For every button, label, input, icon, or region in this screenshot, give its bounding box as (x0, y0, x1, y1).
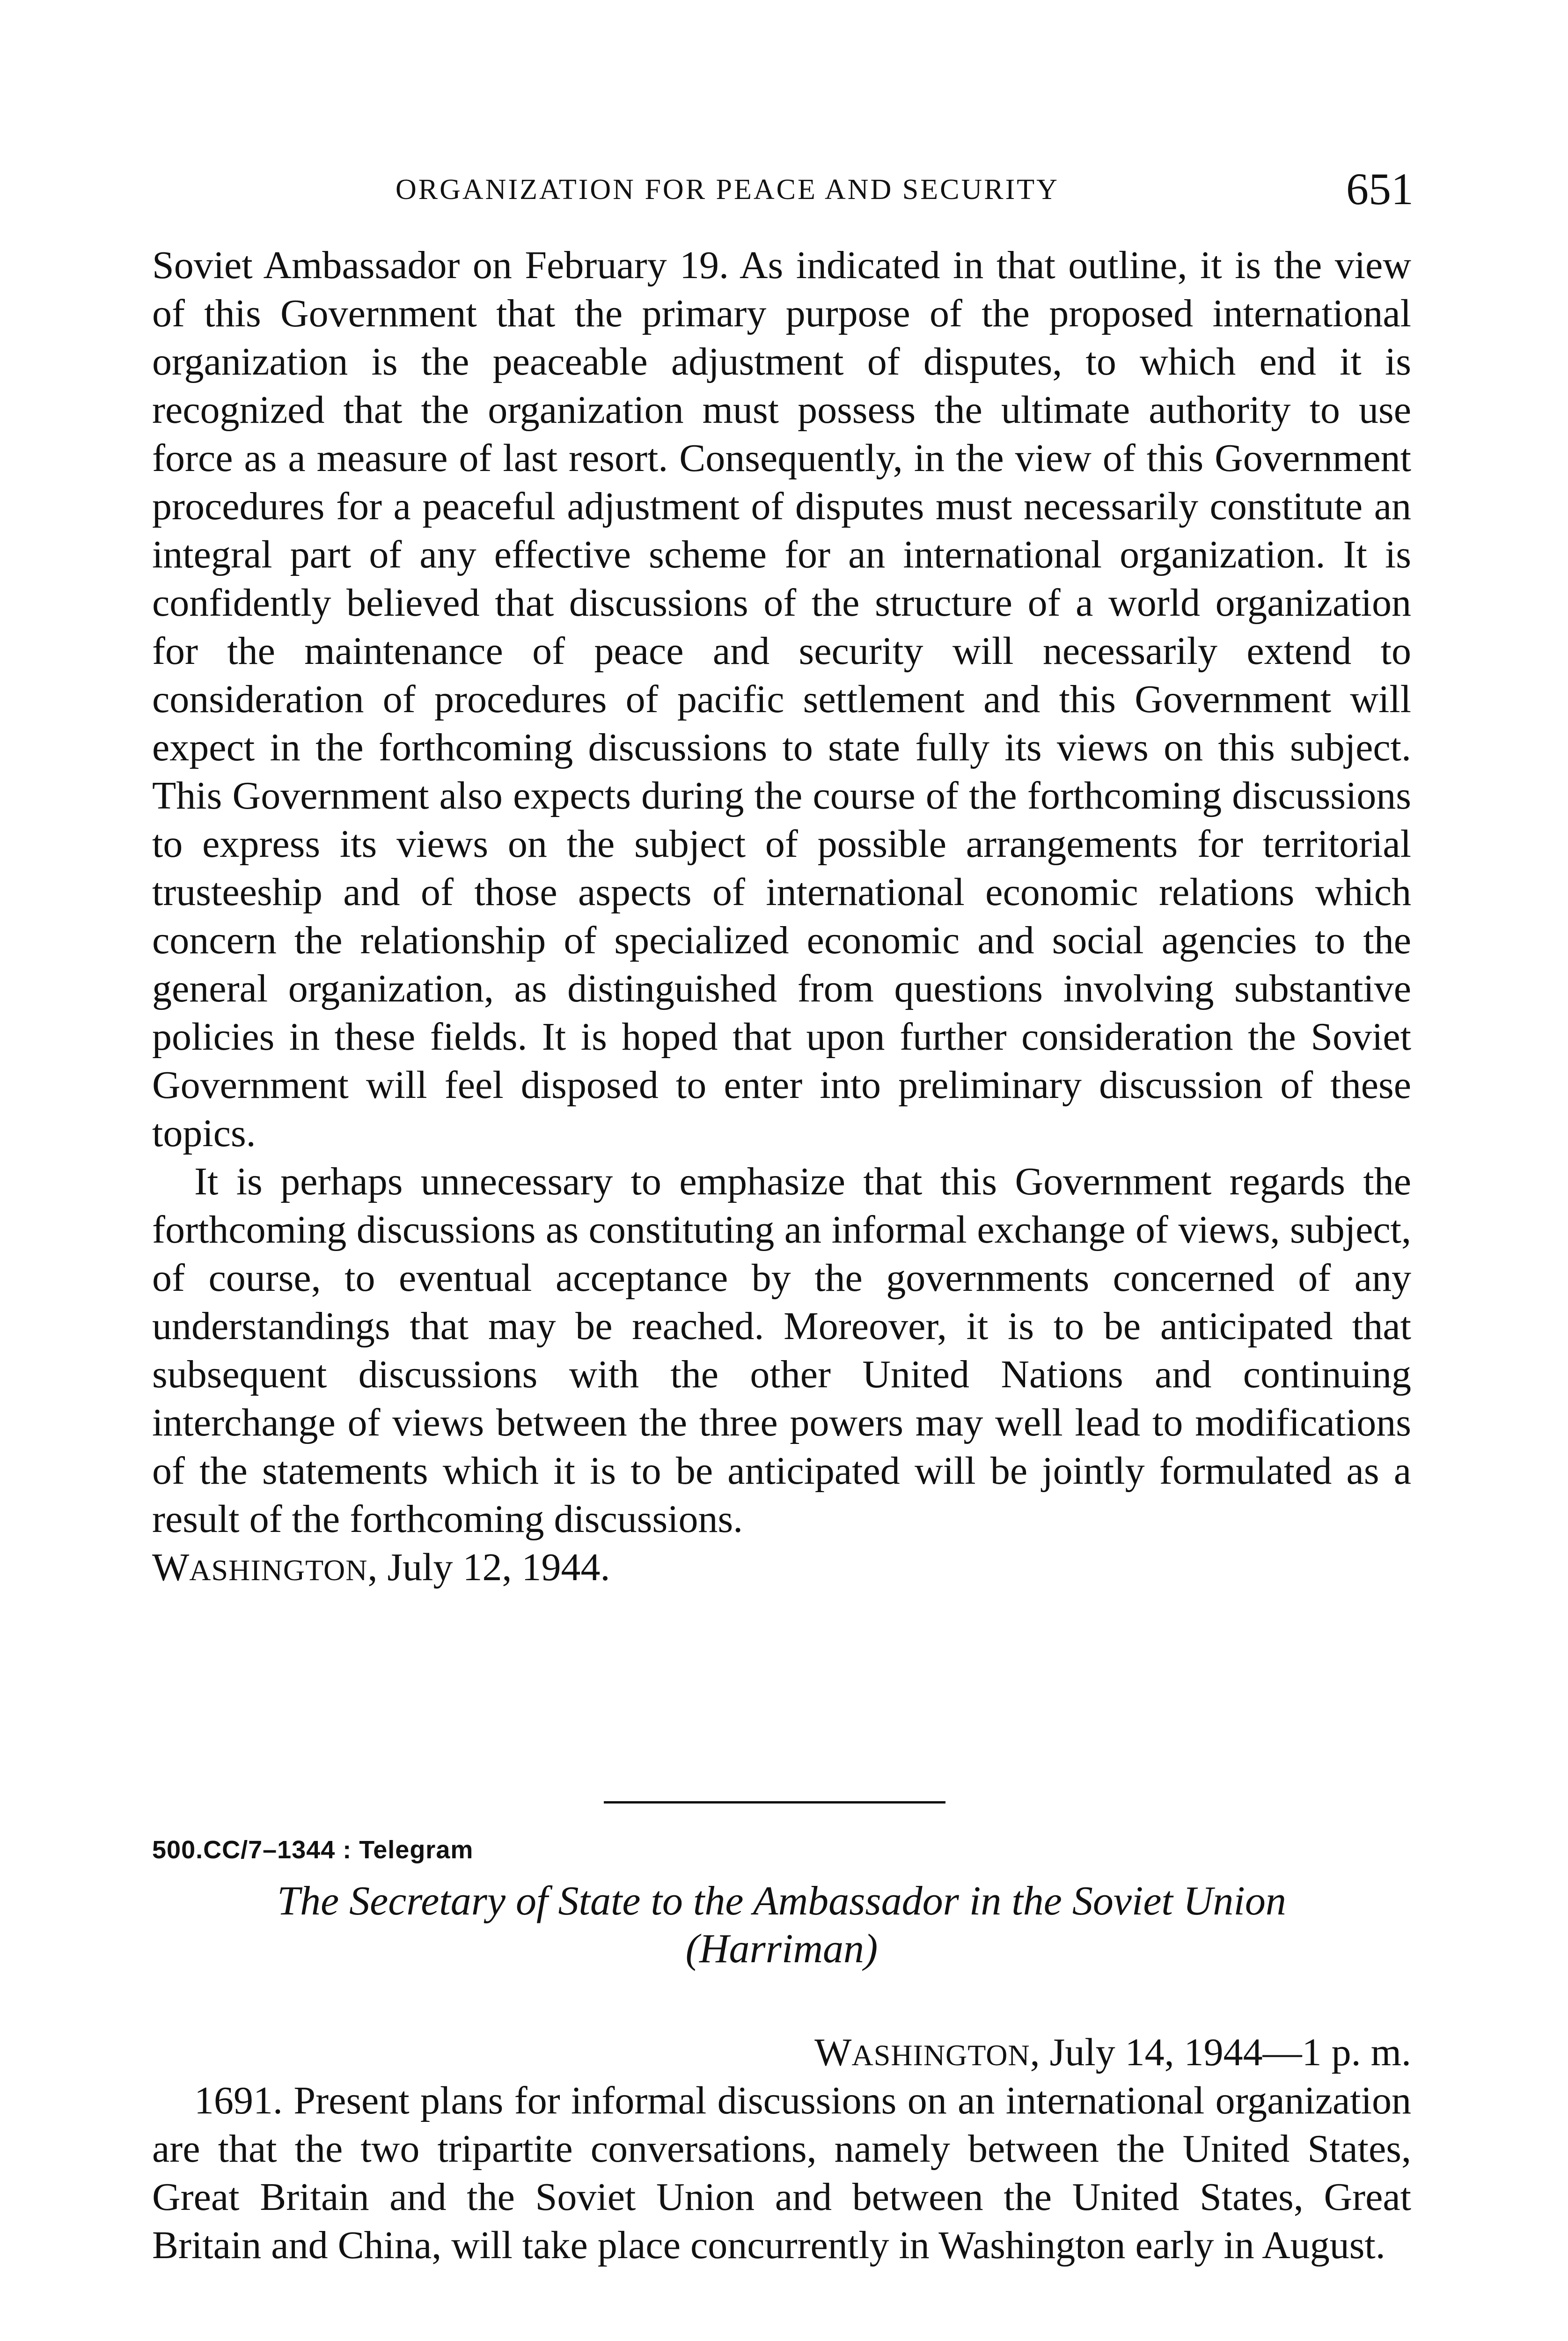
document-title-line-2: (Harriman) (685, 1926, 878, 1972)
dateline-2-place-rest: ASHINGTON (851, 2039, 1030, 2072)
document-title (152, 1877, 1411, 1973)
file-reference: 500.CC/7–1344 : Telegram (152, 1836, 474, 1864)
section-divider (604, 1801, 945, 1804)
dateline-2-place-initial: W (814, 2031, 852, 2074)
dateline-place-rest: ASHINGTON (189, 1553, 368, 1587)
dateline-2-date: , July 14, 1944—1 p. m. (1030, 2031, 1411, 2074)
telegram-paragraph-1: 1691. Present plans for informal discussions on an international organization are that the two tripartite conversations, namely between the United States, Great Britain and the Soviet Union and between the United States, Great Britain and China, will take place concurrently in Washington early in August. (152, 2079, 1411, 2267)
dateline-washington-july-14 (814, 2030, 1411, 2075)
dateline-date: , July 12, 1944. (367, 1546, 610, 1589)
body-paragraph-1: Soviet Ambassador on February 19. As indicated in that outline, it is the view of this Government that the primary purpose of the proposed international organization is the peaceable adjustment of disputes, to which end it is recognized that the organization must possess the ultimate authority to use force as a measure of last resort. Consequently, in the view of this Government procedures for a peaceful adjustment of disputes must necessarily constitute an integral part of any effective scheme for an international organization. It is confidently believed that discussions of the structure of a world organization for the maintenance of peace and security will necessarily extend to consideration of procedures of pacific settlement and this Government will expect in the forthcoming discussions to state fully its views on this subject. This Government also expects during the course of the forthcoming discussions to express its views on the subject of possible arrangements for territorial trusteeship and of those aspects of international economic relations which concern the relationship of specialized economic and social agencies to the general organization, as distinguished from questions involving substantive policies in these fields. It is hoped that upon further consideration the Soviet Government will feel disposed to enter into preliminary discussion of these topics. (152, 243, 1411, 1155)
running-head: ORGANIZATION FOR PEACE AND SECURITY (396, 174, 1059, 206)
dateline-washington-july-12 (152, 1543, 1411, 1594)
document-title-line-1: The Secretary of State to the Ambassador in the Soviet Union (277, 1878, 1286, 1924)
document-body (152, 241, 1411, 1594)
page-header (152, 164, 1414, 220)
telegram-body (152, 2076, 1411, 2269)
page-number: 651 (1346, 164, 1414, 214)
dateline-place-initial: W (152, 1546, 190, 1589)
body-paragraph-2: It is perhaps unnecessary to emphasize that this Government regards the forthcoming discussions as constituting an informal exchange of views, subject, of course, to eventual acceptance by the governments concerned of any understandings that may be reached. Moreover, it is to be anticipated that subsequent discussions with the other United Nations and continuing interchange of views between the three powers may well lead to modifications of the statements which it is to be anticipated will be jointly formulated as a result of the forthcoming discussions. (152, 1160, 1411, 1541)
